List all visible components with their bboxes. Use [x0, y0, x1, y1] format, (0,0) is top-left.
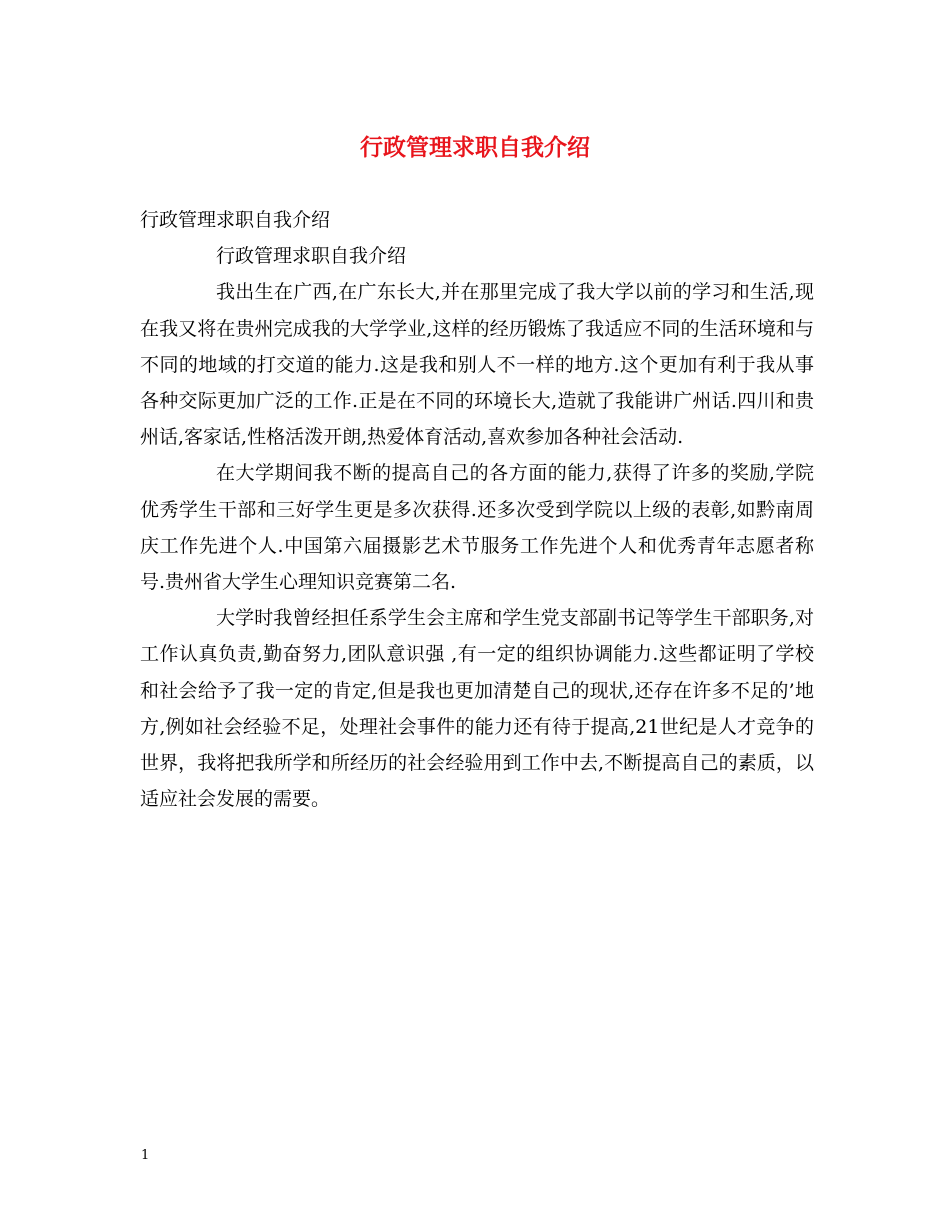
- paragraph-1: 我出生在广西,在广东长大,并在那里完成了我大学以前的学习和生活,现在我又将在贵州完成我的大学学业,这样的经历锻炼了我适应不同的生活环境和与不同的地域的打交道的能力.这是我和别人不一样的地方.这个更加有利于我从事各种交际更加广泛的工作.正是在不同的环境长大,造就了我能讲广州话.四川和贵州话,客家话,性格活泼开朗,热爱体育活动,喜欢参加各种社会活动.: [140, 281, 814, 449]
- paragraph-3: 大学时我曾经担任系学生会主席和学生党支部副书记等学生干部职务,对工作认真负责,勤奋努力,团队意识强 ,有一定的组织协调能力.这些都证明了学校和社会给予了我一定的肯定,但是我也更加清楚自己的现状,还存在许多不足的’地方,例如社会经验不足，处理社会事件的能力还有待于提高,21世纪是人才竞争的世界，我将把我所学和所经历的社会经验用到工作中去,不断提高自己的素质，以适应社会发展的需要。: [140, 607, 814, 811]
- lead-line: 行政管理求职自我介绍: [140, 209, 331, 231]
- subtitle-line: 行政管理求职自我介绍: [216, 245, 407, 268]
- paragraph-2: 在大学期间我不断的提高自己的各方面的能力,获得了许多的奖励,学院优秀学生干部和三好学生更是多次获得.还多次受到学院以上级的表彰,如黔南周庆工作先进个人.中国第六届摄影艺术节服务工作先进个人和优秀青年志愿者称号.贵州省大学生心理知识竞赛第二名.: [140, 462, 814, 594]
- page-number: 1: [141, 1148, 150, 1163]
- document-title: 行政管理求职自我介绍: [360, 134, 590, 161]
- document-body: [140, 202, 814, 817]
